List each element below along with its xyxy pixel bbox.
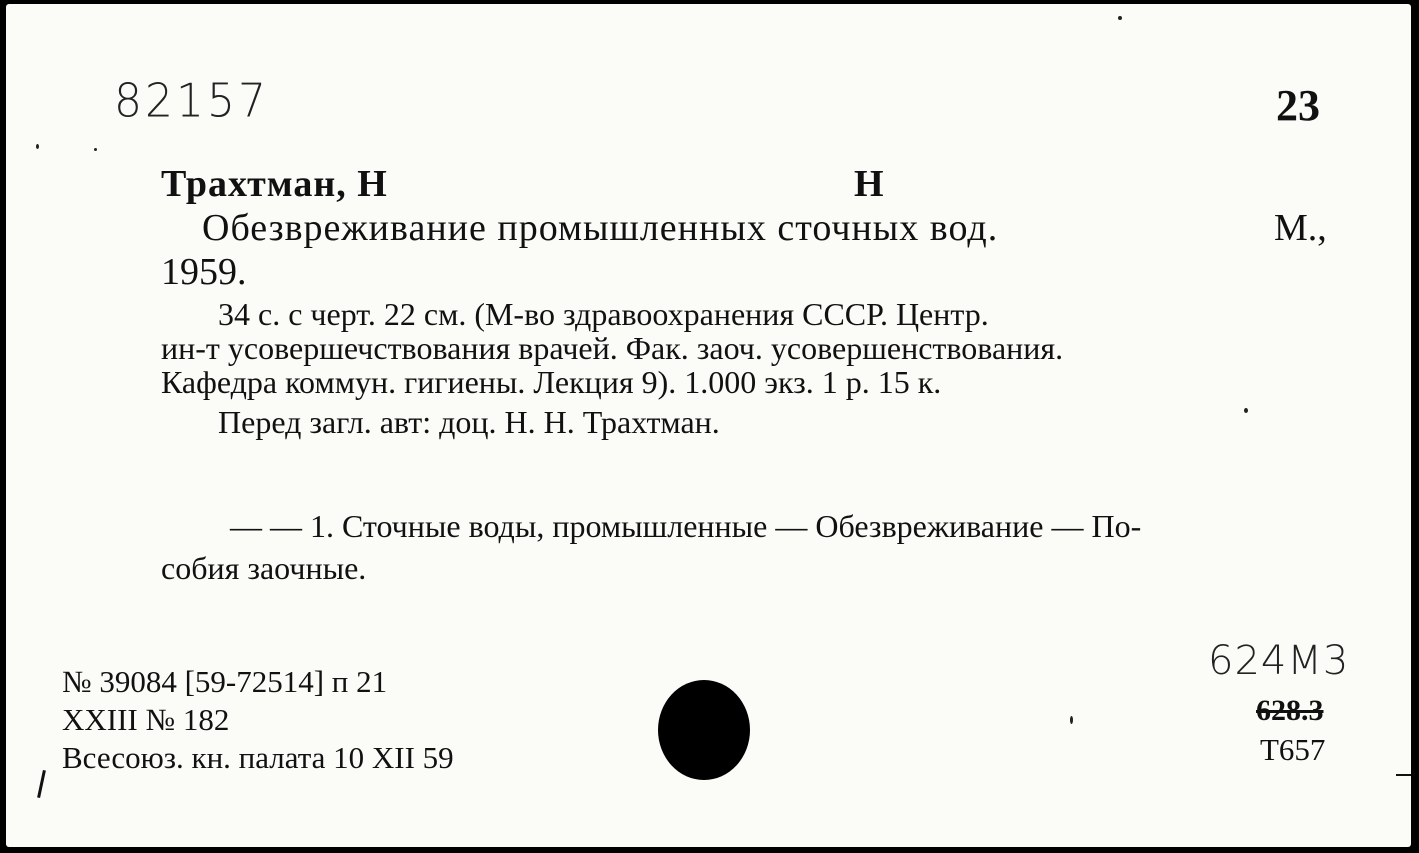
page-number: 23	[1276, 81, 1320, 130]
pen-stroke	[37, 770, 46, 798]
author-initial: Н	[854, 163, 884, 205]
scan-speck	[1118, 16, 1122, 20]
call-number: Т657	[1260, 732, 1326, 767]
scan-speck	[1070, 716, 1073, 724]
publication-year: 1959.	[161, 251, 247, 293]
registry-line: XXIII № 182	[62, 702, 230, 737]
catalog-card	[6, 4, 1411, 847]
subject-heading: — — 1. Сточные воды, промышленные — Обезвреживание — По-	[230, 508, 1142, 544]
scan-speck	[1244, 408, 1248, 413]
scan-speck	[36, 144, 39, 149]
publication-place: М.,	[1274, 207, 1327, 249]
handwritten-call-number: 624М3	[1208, 638, 1350, 684]
scan-speck	[94, 148, 97, 151]
registry-line: № 39084 [59-72514] п 21	[62, 664, 388, 699]
author-note: Перед загл. авт: доц. Н. Н. Трахтман.	[218, 404, 720, 440]
accession-number: 82157	[114, 74, 269, 129]
subject-heading-continued: собия заочные.	[161, 550, 367, 586]
author-name: Трахтман, Н	[161, 163, 388, 205]
description-line: 34 с. с черт. 22 см. (М-во здравоохранения СССР. Центр.	[218, 296, 989, 332]
struck-call-number: 628.3	[1256, 694, 1324, 727]
punch-hole	[658, 680, 750, 780]
book-title: Обезвреживание промышленных сточных вод.	[202, 207, 999, 249]
chamber-stamp-line: Всесоюз. кн. палата 10 XII 59	[62, 740, 454, 775]
description-line: Кафедра коммун. гигиены. Лекция 9). 1.000 экз. 1 р. 15 к.	[161, 364, 942, 400]
description-line: ин-т усовершечствования врачей. Фак. заоч. усовершенствования.	[161, 330, 1064, 366]
edge-mark	[1396, 774, 1411, 776]
